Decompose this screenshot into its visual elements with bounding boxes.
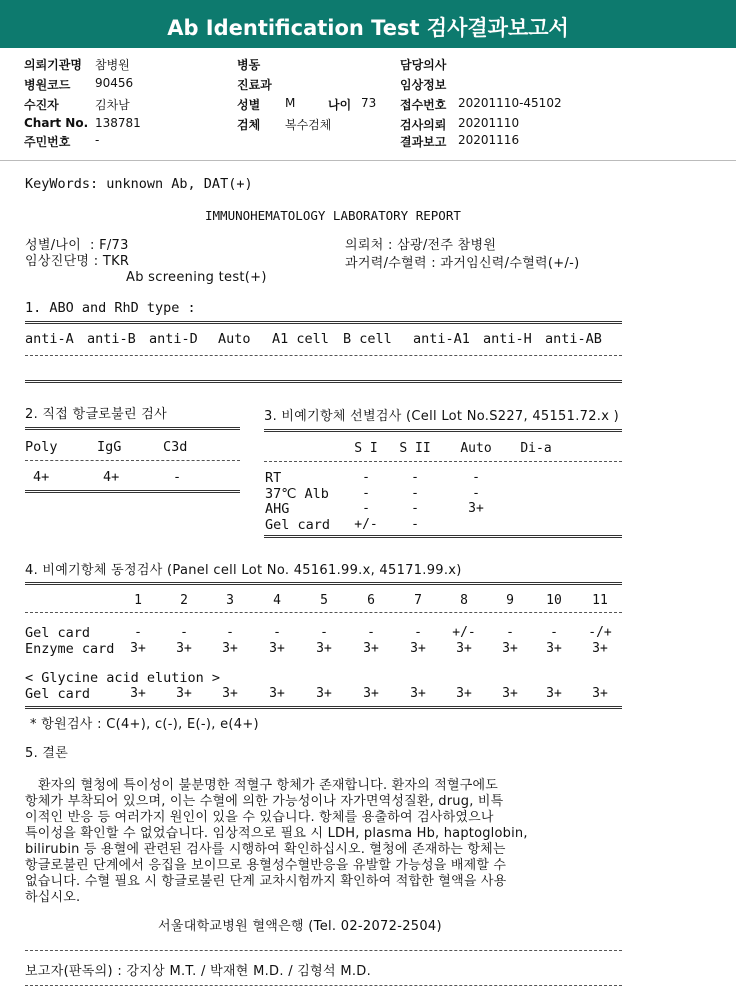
panel-cell-1-9: 3+ bbox=[546, 641, 562, 656]
elution-cell-9: 3+ bbox=[546, 686, 562, 701]
receipt-value: 20201110-45102 bbox=[458, 96, 562, 110]
dat-header-c3d: C3d bbox=[163, 439, 188, 455]
panel-col-2: 3 bbox=[226, 593, 234, 608]
abo-top-line bbox=[25, 321, 622, 324]
panel-cell-0-5: - bbox=[367, 625, 375, 640]
screen-header-0: S I bbox=[354, 441, 378, 456]
abo-header-1: anti-B bbox=[87, 331, 136, 347]
ward-label: 병동 bbox=[237, 58, 261, 72]
screen-cell-3-1: - bbox=[411, 516, 419, 532]
diagnosis-line: 임상진단명 : TKR bbox=[25, 254, 130, 269]
requester-line: 의뢰처 : 삼광/전주 참병원 bbox=[345, 238, 497, 253]
abo-header-2: anti-D bbox=[149, 331, 198, 347]
age-label: 나이 bbox=[328, 98, 352, 112]
conclusion-line: 하십시오. bbox=[25, 890, 81, 905]
elution-cell-5: 3+ bbox=[363, 686, 379, 701]
screen-row-label-3: Gel card bbox=[265, 516, 331, 533]
panel-cell-0-9: - bbox=[550, 625, 558, 640]
panel-cell-1-7: 3+ bbox=[456, 641, 472, 656]
screen-cell-0-2: - bbox=[472, 470, 480, 485]
elution-cell-0: 3+ bbox=[130, 686, 146, 701]
panel-col-4: 5 bbox=[320, 593, 328, 608]
abo-bottom-line bbox=[25, 380, 622, 383]
specimen-value: 복수검체 bbox=[285, 118, 332, 132]
panel-bottom-line bbox=[25, 706, 622, 709]
screen-header-3: Di-a bbox=[520, 441, 552, 456]
abo-mid-line bbox=[25, 355, 622, 356]
screening-line: Ab screening test(+) bbox=[126, 270, 267, 285]
screen-cell-2-2: 3+ bbox=[468, 501, 484, 516]
elution-cell-8: 3+ bbox=[502, 686, 518, 701]
panel-cell-0-2: - bbox=[226, 625, 234, 640]
blood-bank-info: 서울대학교병원 혈액은행 (Tel. 02-2072-2504) bbox=[158, 919, 442, 934]
screen-header-2: Auto bbox=[460, 441, 492, 456]
id-value: - bbox=[95, 133, 100, 147]
panel-col-7: 8 bbox=[460, 593, 468, 608]
footer-bottom-line bbox=[25, 985, 622, 986]
screen-title: 3. 비예기항체 선별검사 (Cell Lot No.S227, 45151.72.x ) bbox=[264, 409, 619, 424]
chart-value: 138781 bbox=[95, 116, 141, 130]
elution-cell-10: 3+ bbox=[592, 686, 608, 701]
screen-cell-2-0: - bbox=[362, 501, 370, 516]
abo-header-8: anti-AB bbox=[545, 331, 602, 347]
screen-cell-1-0: - bbox=[362, 485, 370, 501]
panel-top-line bbox=[25, 582, 622, 585]
clinical-label: 임상정보 bbox=[400, 78, 447, 92]
panel-mid-line bbox=[25, 612, 622, 613]
abo-header-7: anti-H bbox=[483, 331, 532, 347]
panel-cell-0-7: +/- bbox=[452, 625, 476, 640]
panel-col-3: 4 bbox=[273, 593, 281, 608]
panel-cell-0-8: - bbox=[506, 625, 514, 640]
panel-cell-1-8: 3+ bbox=[502, 641, 518, 656]
age-value: 73 bbox=[361, 96, 377, 110]
request-value: 20201110 bbox=[458, 116, 520, 130]
abo-header-4: A1 cell bbox=[272, 331, 329, 347]
dat-header-igg: IgG bbox=[97, 439, 122, 455]
panel-cell-0-4: - bbox=[320, 625, 328, 640]
panel-cell-1-1: 3+ bbox=[176, 641, 192, 656]
report-title: Ab Identification Test 검사결과보고서 bbox=[167, 16, 569, 40]
id-label: 주민번호 bbox=[24, 135, 71, 149]
specimen-label: 검체 bbox=[237, 118, 261, 132]
screen-bottom-line bbox=[264, 535, 622, 538]
panel-row-label-0: Gel card bbox=[25, 625, 91, 641]
conclusion-title: 5. 결론 bbox=[25, 746, 69, 761]
conclusion-paragraph bbox=[25, 778, 645, 906]
hospital-label: 의뢰기관명 bbox=[24, 58, 82, 72]
panel-col-8: 9 bbox=[506, 593, 514, 608]
conclusion-line: 환자의 혈청에 특이성이 불분명한 적혈구 항체가 존재합니다. 환자의 적혈구에도 bbox=[25, 778, 499, 793]
screen-cell-0-1: - bbox=[411, 470, 419, 485]
elution-cell-4: 3+ bbox=[316, 686, 332, 701]
antigen-test: * 항원검사 : C(4+), c(-), E(-), e(4+) bbox=[30, 717, 259, 732]
panel-cell-0-10: -/+ bbox=[588, 625, 612, 640]
elution-cell-3: 3+ bbox=[269, 686, 285, 701]
chart-label: Chart No. bbox=[24, 116, 89, 130]
elution-label: < Glycine acid elution > bbox=[25, 670, 221, 686]
receipt-label: 접수번호 bbox=[400, 98, 447, 112]
sex-value: M bbox=[285, 96, 296, 110]
abo-title: 1. ABO and RhD type : bbox=[25, 300, 196, 316]
panel-cell-1-4: 3+ bbox=[316, 641, 332, 656]
screen-cell-1-1: - bbox=[411, 485, 419, 501]
dat-bottom-line bbox=[25, 490, 240, 493]
dat-value-c3d: - bbox=[173, 469, 182, 485]
panel-col-5: 6 bbox=[367, 593, 375, 608]
abo-header-0: anti-A bbox=[25, 331, 74, 347]
screen-top-line bbox=[264, 429, 622, 432]
dat-top-line bbox=[25, 427, 240, 430]
panel-cell-0-0: - bbox=[134, 625, 142, 640]
panel-cell-1-6: 3+ bbox=[410, 641, 426, 656]
panel-title: 4. 비예기항체 동정검사 (Panel cell Lot No. 45161.99.x, 45171.99.x) bbox=[25, 563, 462, 578]
panel-cell-1-3: 3+ bbox=[269, 641, 285, 656]
panel-cell-1-2: 3+ bbox=[222, 641, 238, 656]
screen-cell-1-2: - bbox=[472, 485, 480, 501]
conclusion-line: 특이성을 확인할 수 없었습니다. 임상적으로 필요 시 LDH, plasma Hb, haptoglobin, bbox=[25, 826, 528, 841]
conclusion-line: 항체가 부착되어 있으며, 이는 수혈에 의한 가능성이나 자가면역성질환, drug, 비특 bbox=[25, 794, 504, 809]
history-line: 과거력/수혈력 : 과거임신력/수혈력(+/-) bbox=[345, 256, 580, 271]
screen-cell-2-1: - bbox=[411, 501, 419, 516]
receiver-value: 김차남 bbox=[95, 98, 130, 112]
sex-age-line: 성별/나이 : F/73 bbox=[25, 238, 129, 253]
conclusion-line: 항글로불린 단계에서 응집을 보이므로 용혈성수혈반응을 유발할 가능성을 배제할 수 bbox=[25, 858, 507, 873]
abo-header-5: B cell bbox=[343, 331, 392, 347]
conclusion-line: bilirubin 등 용혈에 관련된 검사를 시행하여 확인하십시오. 혈청에 존재하는 항체는 bbox=[25, 842, 506, 857]
receiver-label: 수진자 bbox=[24, 98, 59, 112]
elution-cell-2: 3+ bbox=[222, 686, 238, 701]
panel-cell-1-5: 3+ bbox=[363, 641, 379, 656]
panel-cell-0-6: - bbox=[414, 625, 422, 640]
reporters: 보고자(판독의) : 강지상 M.T. / 박재현 M.D. / 김형석 M.D. bbox=[25, 964, 372, 979]
hospital-value: 참병원 bbox=[95, 58, 130, 72]
dept-label: 진료과 bbox=[237, 78, 272, 92]
report-date-value: 20201116 bbox=[458, 133, 520, 147]
abo-header-6: anti-A1 bbox=[413, 331, 470, 347]
info-divider bbox=[0, 160, 736, 161]
report-date-label: 결과보고 bbox=[400, 135, 447, 149]
elution-row-label: Gel card bbox=[25, 686, 91, 702]
dat-header-poly: Poly bbox=[25, 439, 58, 455]
dat-value-igg: 4+ bbox=[103, 469, 120, 485]
screen-cell-3-0: +/- bbox=[354, 516, 378, 532]
elution-cell-7: 3+ bbox=[456, 686, 472, 701]
doctor-label: 담당의사 bbox=[400, 58, 447, 72]
panel-col-10: 11 bbox=[592, 593, 608, 608]
panel-col-1: 2 bbox=[180, 593, 188, 608]
panel-cell-1-0: 3+ bbox=[130, 641, 146, 656]
abo-header-3: Auto bbox=[218, 331, 251, 347]
screen-header-1: S II bbox=[399, 441, 431, 456]
elution-cell-6: 3+ bbox=[410, 686, 426, 701]
screen-row-label-0: RT bbox=[265, 470, 282, 486]
dat-mid-line bbox=[25, 460, 240, 461]
panel-col-9: 10 bbox=[546, 593, 562, 608]
dat-title: 2. 직접 항글로불린 검사 bbox=[25, 407, 168, 422]
screen-cell-0-0: - bbox=[362, 470, 370, 485]
code-value: 90456 bbox=[95, 76, 134, 90]
screen-row-label-1: 37℃ Alb bbox=[265, 485, 329, 502]
screen-row-label-2: AHG bbox=[265, 501, 290, 517]
panel-cell-0-3: - bbox=[273, 625, 281, 640]
panel-row-label-1: Enzyme card bbox=[25, 641, 115, 657]
footer-top-line bbox=[25, 950, 622, 951]
request-label: 검사의뢰 bbox=[400, 118, 447, 132]
conclusion-line: 없습니다. 수혈 필요 시 항글로불린 단계 교차시험까지 확인하여 적합한 혈액을 사용 bbox=[25, 874, 507, 889]
elution-cell-1: 3+ bbox=[176, 686, 192, 701]
sex-label: 성별 bbox=[237, 98, 261, 112]
panel-cell-0-1: - bbox=[180, 625, 188, 640]
conclusion-line: 이적인 반응 등 여러가지 원인이 있을 수 있습니다. 항체를 용출하여 검사하였으나 bbox=[25, 810, 494, 825]
keywords: KeyWords: unknown Ab, DAT(+) bbox=[25, 176, 253, 192]
dat-value-poly: 4+ bbox=[33, 469, 50, 485]
lab-report-title: IMMUNOHEMATOLOGY LABORATORY REPORT bbox=[205, 208, 461, 223]
panel-col-6: 7 bbox=[414, 593, 422, 608]
panel-cell-1-10: 3+ bbox=[592, 641, 608, 656]
code-label: 병원코드 bbox=[24, 78, 71, 92]
panel-col-0: 1 bbox=[134, 593, 142, 608]
screen-mid-line bbox=[264, 461, 622, 462]
